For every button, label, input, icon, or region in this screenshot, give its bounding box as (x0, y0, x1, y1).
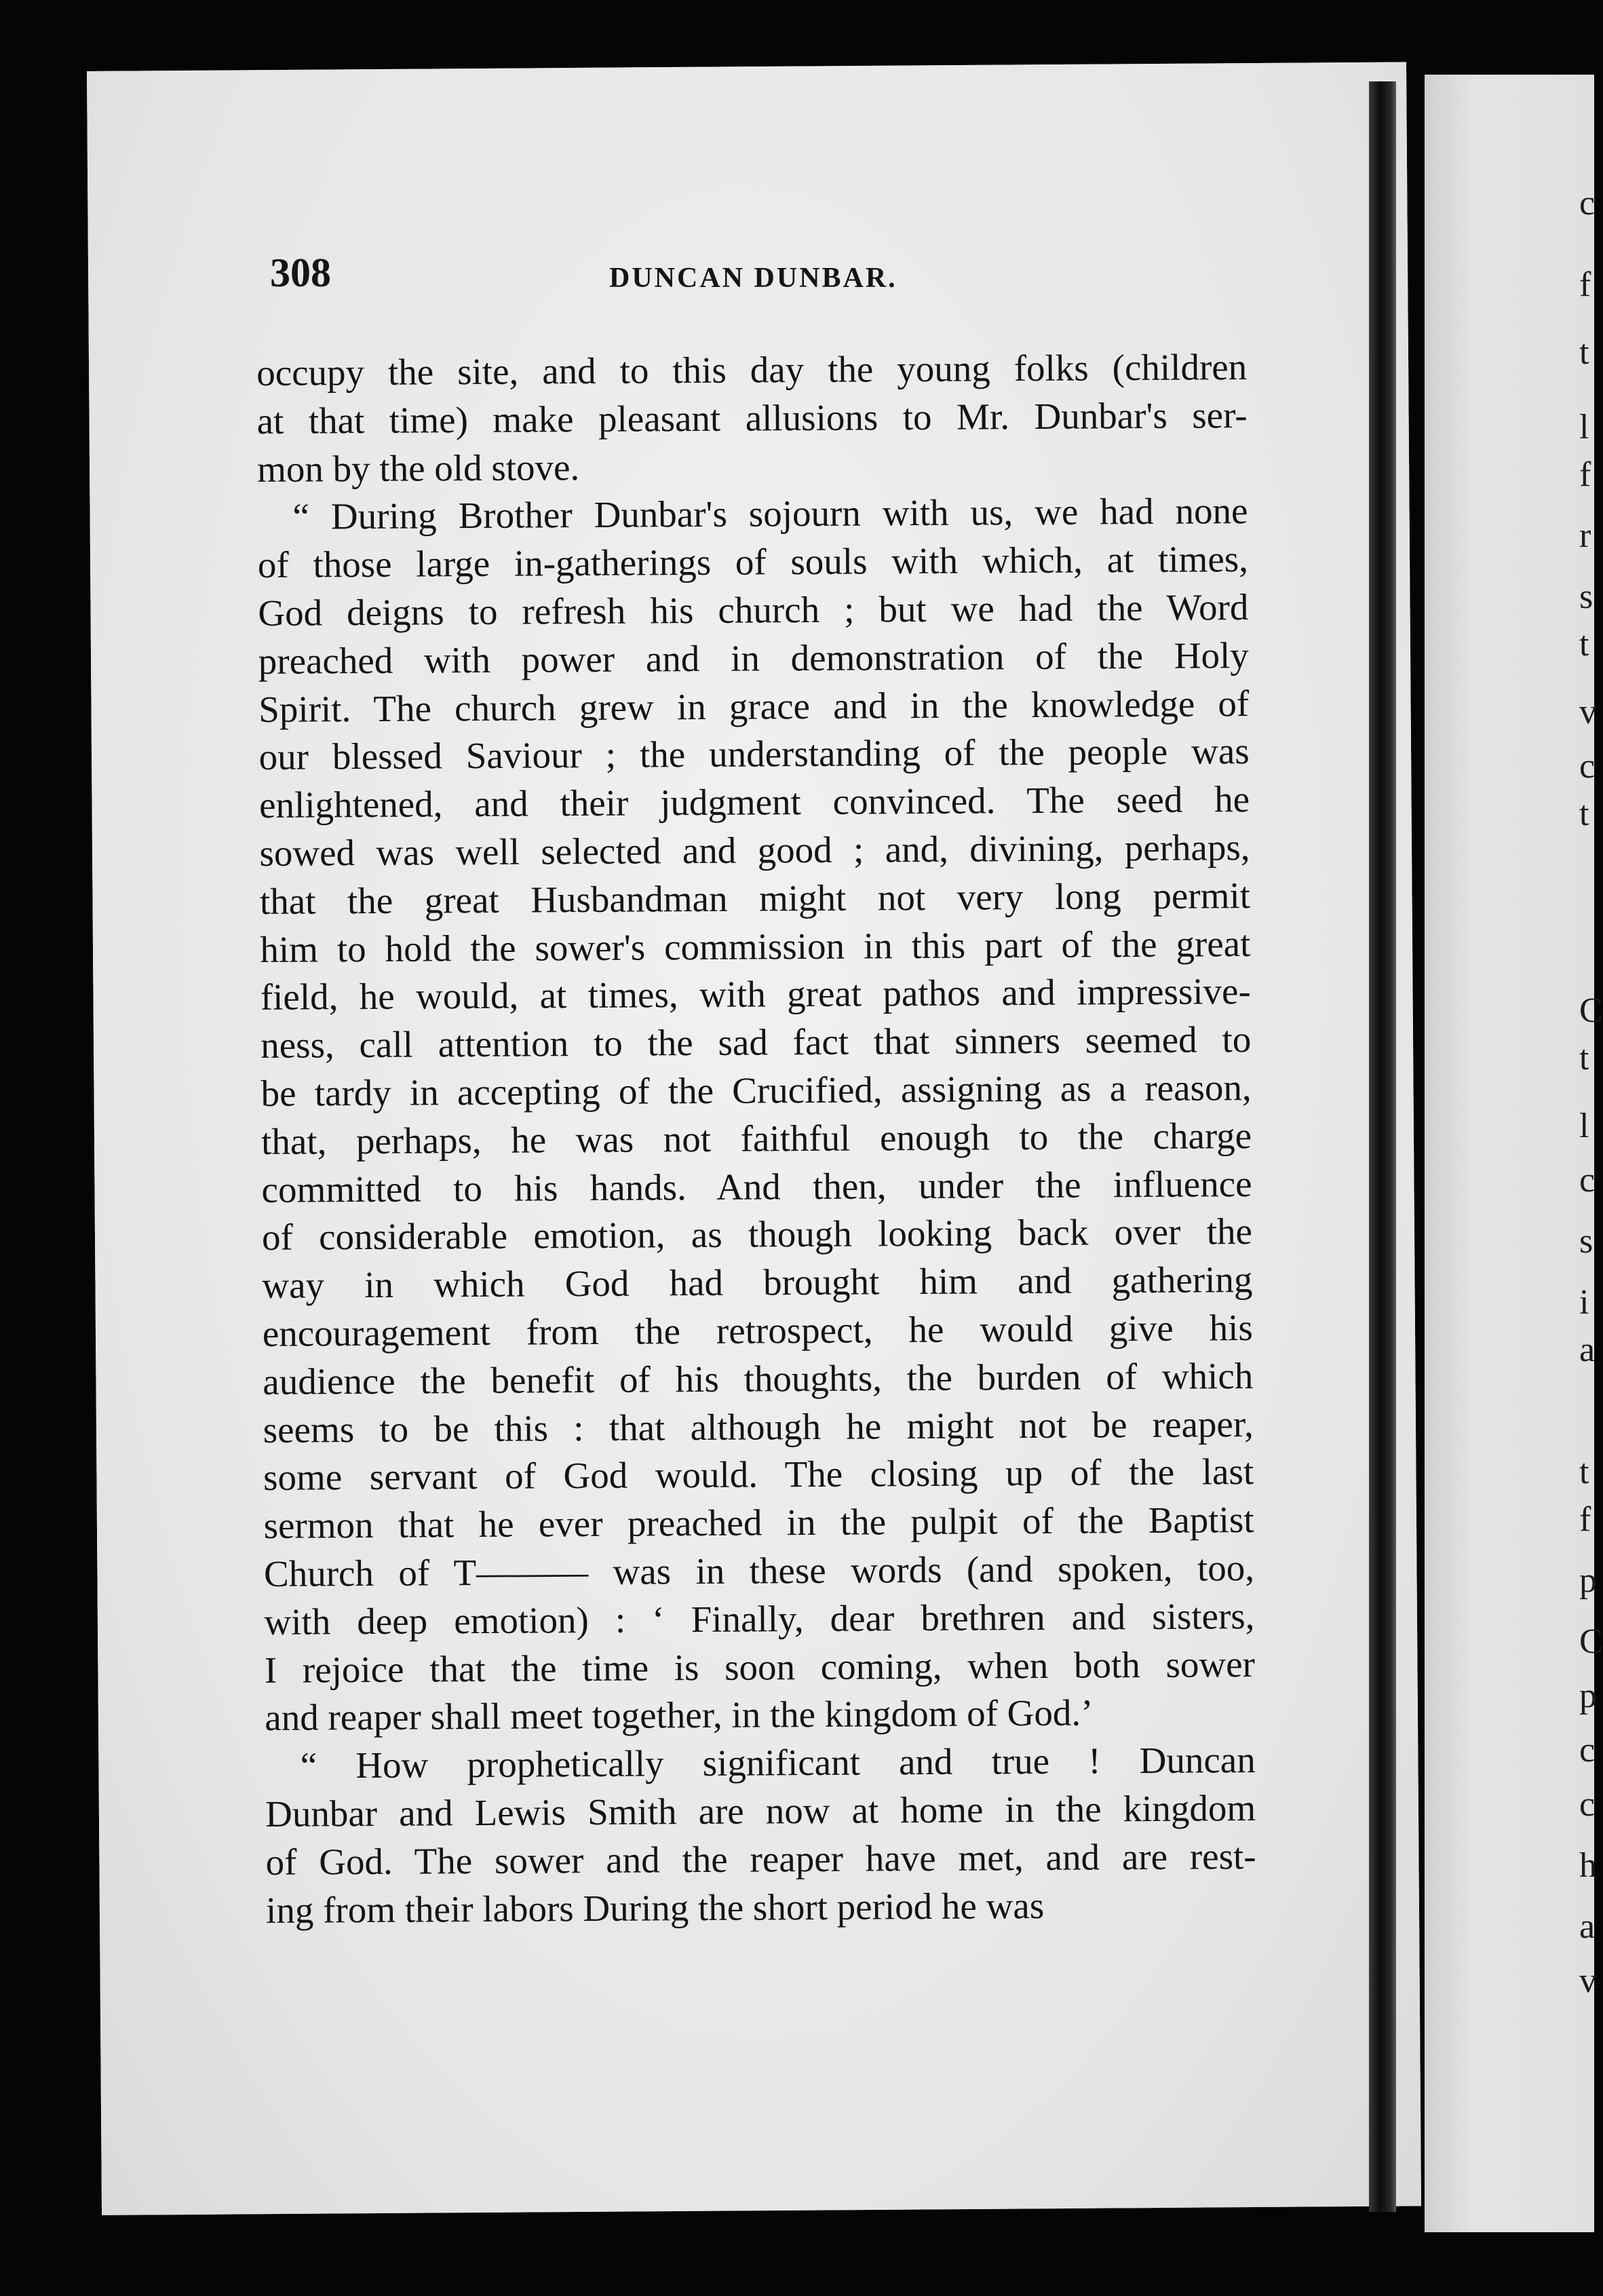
text-line: of those large in-gatherings of souls with which, at times, (257, 538, 1249, 586)
facing-page-letter: i (1579, 1283, 1589, 1322)
facing-page-letter: t (1579, 625, 1589, 664)
text-line: field, he would, at times, with great pathos and impressive- (260, 970, 1251, 1018)
facing-page-letter: v (1579, 1962, 1597, 2000)
text-line: “ How prophetically significant and true ! Duncan (300, 1739, 1256, 1786)
facing-page-letter: t (1579, 795, 1589, 833)
text-line: enlightened, and their judgment convinced. The seed he (258, 778, 1250, 826)
text-line: Church of T——— was in these words (and spoken, too, (263, 1546, 1255, 1594)
facing-page-letter: C (1579, 1622, 1603, 1661)
text-line: Spirit. The church grew in grace and in the knowledge of (258, 682, 1250, 730)
text-line: sowed was well selected and good ; and, divining, perhaps, (259, 826, 1250, 874)
facing-page-letter: p (1579, 1677, 1597, 1715)
text-line: be tardy in accepting of the Crucified, assigning as a reason, (260, 1067, 1252, 1114)
body-text (256, 343, 1256, 1934)
text-line: occupy the site, and to this day the young folks (children (256, 346, 1248, 394)
facing-page-letter: f (1579, 1500, 1591, 1539)
facing-page-letter: c (1579, 1161, 1596, 1200)
text-line: that the great Husbandman might not very long permit (259, 874, 1251, 922)
facing-page-letter: s (1579, 1222, 1594, 1261)
facing-page-letter: c (1579, 747, 1596, 786)
text-line: committed to his hands. And then, under the influence (261, 1162, 1252, 1210)
facing-page-letter: t (1579, 333, 1589, 372)
text-line: audience the benefit of his thoughts, the burden of which (263, 1354, 1254, 1402)
facing-page-letter: h (1579, 1846, 1597, 1885)
facing-page-letter: l (1579, 408, 1589, 446)
facing-page-letter: C (1579, 991, 1603, 1030)
text-line: Dunbar and Lewis Smith are now at home in the kingdom (265, 1786, 1256, 1835)
text-line: our blessed Saviour ; the understanding of the people was (258, 730, 1250, 778)
facing-page-letter: f (1579, 455, 1591, 494)
text-line: and reaper shall meet together, in the kingdom of God.’ (265, 1691, 1094, 1739)
page-number: 308 (270, 250, 331, 295)
text-line: I rejoice that the time is soon coming, when both sower (264, 1643, 1256, 1691)
facing-page-letter: f (1579, 265, 1591, 304)
text-line: way in which God had brought him and gathering (262, 1259, 1253, 1307)
facing-page-letter: c (1579, 184, 1596, 223)
facing-page-letter: c (1579, 1785, 1596, 1824)
text-line: ing from their labors During the short period he was (265, 1884, 1045, 1931)
facing-page-letter: v (1579, 693, 1597, 731)
book-gutter (1369, 81, 1396, 2212)
text-line: preached with power and in demonstration of the Holy (258, 634, 1249, 682)
text-line: of considerable emotion, as though looking back over the (261, 1210, 1253, 1259)
text-line: encouragement from the retrospect, he would give his (262, 1306, 1254, 1354)
text-line: “ During Brother Dunbar's sojourn with us, we had none (292, 490, 1248, 538)
text-line: him to hold the sower's commission in this part of the great (260, 922, 1251, 970)
text-line: seems to be this : that although he might not be reaper, (263, 1402, 1254, 1451)
facing-page-letter: a (1579, 1907, 1596, 1946)
facing-page-letter: p (1579, 1561, 1597, 1600)
text-line: that, perhaps, he was not faithful enough to the charge (260, 1114, 1252, 1162)
text-line: sermon that he ever preached in the pulpit of the Baptist (263, 1499, 1254, 1547)
facing-page-letter: s (1579, 577, 1594, 616)
text-line: ness, call attention to the sad fact that sinners seemed to (260, 1018, 1252, 1067)
book-title: DUNCAN DUNBAR. (609, 263, 897, 294)
running-head (270, 250, 1250, 304)
text-line: at that time) make pleasant allusions to Mr. Dunbar's ser- (256, 394, 1248, 442)
text-line: of God. The sower and the reaper have met, and are rest- (265, 1835, 1256, 1883)
text-line: with deep emotion) : ‘ Finally, dear brethren and sisters, (264, 1594, 1255, 1643)
text-line: mon by the old stove. (256, 446, 580, 490)
facing-page-letter: t (1579, 1453, 1589, 1491)
text-line: God deigns to refresh his church ; but we had the Word (258, 586, 1249, 634)
facing-page (1425, 75, 1603, 2232)
facing-page-letter: t (1579, 1039, 1589, 1077)
facing-page-letter: c (1579, 1731, 1596, 1769)
facing-page-letter: r (1579, 516, 1591, 555)
text-line: some servant of God would. The closing up of the last (263, 1451, 1254, 1499)
facing-page-letter: a (1579, 1331, 1596, 1369)
facing-page-letter: l (1579, 1107, 1589, 1145)
